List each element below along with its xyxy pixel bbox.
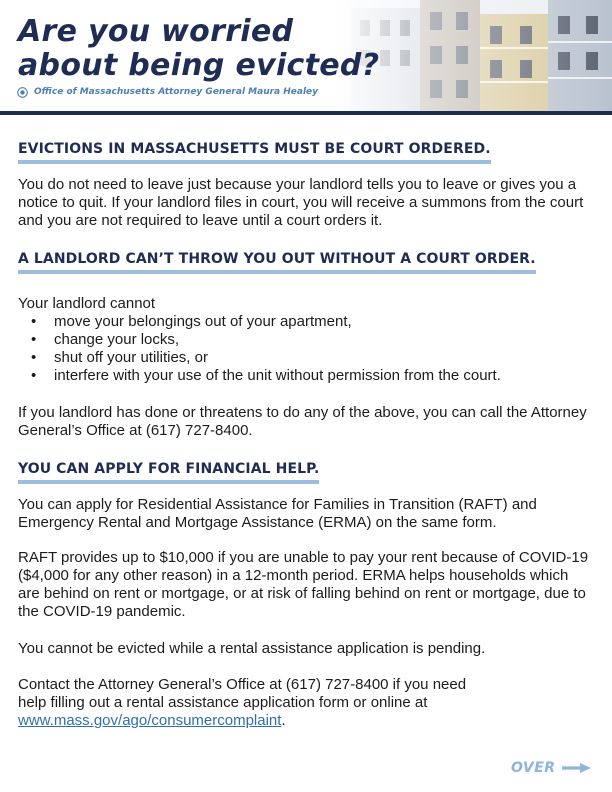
consumer-complaint-link[interactable]: www.mass.gov/ago/consumercomplaint: [18, 712, 282, 729]
paragraph-contact: [18, 676, 488, 730]
link-suffix: .: [281, 712, 286, 729]
office-name: Office of Massachusetts Attorney General Maura Healey: [34, 87, 319, 97]
over-indicator: [511, 760, 592, 776]
landlord-restrictions-list: [18, 313, 578, 385]
over-label: OVER: [511, 760, 556, 776]
header-divider: [0, 111, 612, 115]
heading-financial-help: YOU CAN APPLY FOR FINANCIAL HELP.: [18, 460, 319, 484]
page-title-line-1: Are you worried: [18, 14, 294, 49]
list-item: • interfere with your use of the unit without permission from the court.: [18, 367, 578, 385]
list-item: • move your belongings out of your apartment,: [18, 313, 578, 331]
page-title-line-2: about being evicted?: [18, 48, 380, 83]
paragraph-raft-erma: You can apply for Residential Assistance for Families in Transition (RAFT) and Emergency Rental and Mortgage Assistance (ERMA) on the same form.: [18, 496, 537, 531]
list-item: • shut off your utilities, or: [18, 349, 578, 367]
paragraph-landlord-cannot: Your landlord cannot: [18, 295, 156, 312]
heading-court-order: A LANDLORD CAN’T THROW YOU OUT WITHOUT A COURT ORDER.: [18, 250, 536, 274]
paragraph-call-ago: If you landlord has done or threatens to do any of the above, you can call the Attorney General’s Office at (617) 727-8400.: [18, 404, 587, 439]
heading-court-ordered: EVICTIONS IN MASSACHUSETTS MUST BE COURT ORDERED.: [18, 140, 491, 164]
paragraph-raft-details: RAFT provides up to $10,000 if you are unable to pay your rent because of COVID-19 ($4,000 for any other reason) in a 12-month period. ERMA helps households which are behind on rent or mortgage, or at risk of falling behind on rent or mortgage, due to the COVID-19 pandemic.: [18, 549, 589, 620]
contact-text: Contact the Attorney General’s Office at (617) 727-8400 if you need help filling out a rental assistance application form or online at: [18, 676, 467, 711]
paragraph-notice-to-quit: You do not need to leave just because your landlord tells you to leave or gives you a notice to quit. If your landlord files in court, you will receive a summons from the court and you are not required to leave until a court orders it.: [18, 176, 584, 229]
paragraph-pending: You cannot be evicted while a rental assistance application is pending.: [18, 640, 486, 657]
header: [0, 0, 612, 112]
list-item: • change your locks,: [18, 331, 578, 349]
seal-icon: [17, 87, 28, 98]
arrow-right-icon: [562, 761, 592, 775]
